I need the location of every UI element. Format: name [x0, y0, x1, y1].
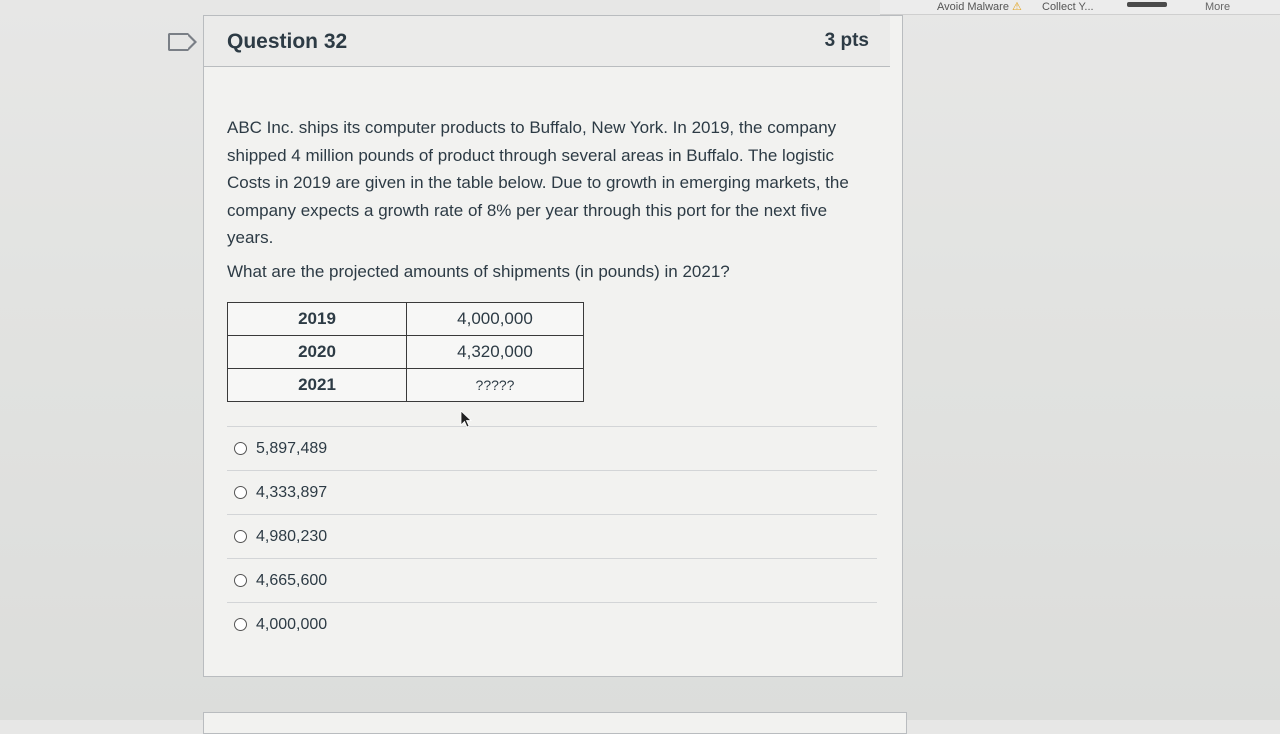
radio-button[interactable] — [234, 618, 247, 631]
table-cell-year: 2020 — [228, 336, 407, 369]
answer-option[interactable] — [227, 426, 877, 470]
bookmark-label: Avoid Malware — [937, 1, 1009, 13]
question-prompt: What are the projected amounts of shipments (in pounds) in 2021? — [227, 262, 730, 281]
question-title: Question 32 — [227, 30, 348, 53]
table-row — [228, 336, 584, 369]
shipments-table — [227, 302, 584, 402]
table-cell-year: 2021 — [228, 369, 407, 402]
table-cell-year: 2019 — [228, 303, 407, 336]
question-points: 3 pts — [824, 30, 869, 51]
question-card — [203, 15, 903, 677]
radio-button[interactable] — [234, 530, 247, 543]
bookmarks-more-button[interactable]: More — [1205, 1, 1231, 13]
table-cell-value: 4,000,000 — [407, 303, 584, 336]
bookmark-avoid-malware[interactable] — [937, 0, 1022, 14]
question-text — [227, 114, 857, 252]
warning-icon: ⚠ — [1012, 1, 1022, 13]
next-question-card — [203, 712, 907, 734]
table-row — [228, 369, 584, 402]
answer-option[interactable] — [227, 514, 877, 558]
table-cell-value: 4,320,000 — [407, 336, 584, 369]
answer-option[interactable] — [227, 470, 877, 514]
bookmarks-bar — [880, 0, 1280, 15]
flag-icon[interactable] — [168, 33, 188, 51]
question-header — [204, 16, 890, 67]
answer-label: 5,897,489 — [256, 439, 328, 457]
radio-button[interactable] — [234, 486, 247, 499]
bookmark-collect[interactable]: Collect Y... — [1042, 1, 1094, 13]
answer-label: 4,000,000 — [256, 615, 328, 633]
bookmark-bar-item[interactable] — [1127, 2, 1167, 7]
mouse-cursor-icon — [460, 410, 472, 428]
answer-list — [227, 426, 877, 646]
answer-label: 4,665,600 — [256, 571, 328, 589]
answer-label: 4,333,897 — [256, 483, 328, 501]
radio-button[interactable] — [234, 574, 247, 587]
answer-option[interactable] — [227, 558, 877, 602]
table-row — [228, 303, 584, 336]
answer-option[interactable] — [227, 602, 877, 646]
radio-button[interactable] — [234, 442, 247, 455]
table-cell-value: ????? — [407, 369, 584, 402]
answer-label: 4,980,230 — [256, 527, 328, 545]
question-body: ABC Inc. ships its computer products to Buffalo, New York. In 2019, the company shipped 4 million pounds of product through several areas in Buffalo. The logistic Costs in 2019 are given in the table below. Due to growth in emerging markets, the company expects a growth rate of 8% per year through this port for the next five years. — [227, 118, 849, 247]
